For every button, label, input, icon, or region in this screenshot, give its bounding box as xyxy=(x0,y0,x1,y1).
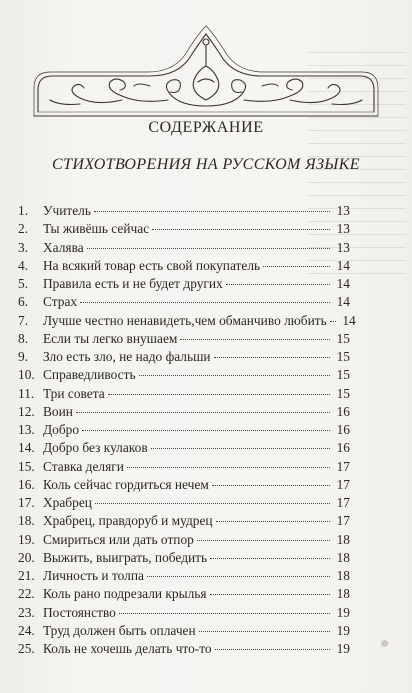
toc-leader-dots xyxy=(108,394,330,395)
toc-entry-page: 18 xyxy=(336,549,350,565)
toc-entry-number: 14. xyxy=(18,440,35,456)
toc-entry-number: 8. xyxy=(18,330,29,346)
toc-entry-page: 15 xyxy=(336,349,350,364)
toc-entry-title: Коль сейчас гордиться нечем xyxy=(43,476,209,492)
toc-leader-dots xyxy=(263,266,330,267)
toc-entry-page: 17 xyxy=(336,495,350,510)
toc-leader-dots xyxy=(199,631,330,632)
toc-entry-page: 17 xyxy=(336,513,350,529)
page-title: СОДЕРЖАНИЕ xyxy=(148,119,264,136)
toc-entry xyxy=(18,312,356,330)
toc-entry-number: 4. xyxy=(18,257,29,273)
toc-entry-page: 13 xyxy=(336,221,350,237)
toc-entry-title: Личность и толпа xyxy=(43,568,144,583)
toc-entry xyxy=(18,640,350,658)
toc-entry-title: Три совета xyxy=(43,385,105,401)
toc-entry-title: Смириться или дать отпор xyxy=(43,531,194,547)
toc-entry-title: Учитель xyxy=(43,203,91,218)
toc-entry-page: 14 xyxy=(336,257,350,273)
toc-entry-page: 16 xyxy=(336,422,350,437)
toc-entry-title: Халява xyxy=(43,239,84,255)
toc-entry xyxy=(18,549,350,567)
toc-entry-number: 12. xyxy=(18,403,35,419)
toc-entry xyxy=(18,275,350,293)
toc-entry-number: 6. xyxy=(18,294,29,310)
toc-entry xyxy=(18,385,350,403)
section-title: СТИХОТВОРЕНИЯ НА РУССКОМ ЯЗЫКЕ xyxy=(52,156,360,173)
toc-entry-number: 15. xyxy=(18,458,35,474)
toc-leader-dots xyxy=(139,375,330,376)
toc-entry-page: 14 xyxy=(336,276,350,291)
toc-entry xyxy=(18,458,350,476)
toc-entry-title: Храбрец, правдоруб и мудрец xyxy=(43,513,213,529)
toc-entry-number: 23. xyxy=(18,604,35,620)
toc-leader-dots xyxy=(87,248,330,249)
toc-entry-page: 18 xyxy=(336,568,350,583)
toc-leader-dots xyxy=(210,558,330,559)
toc-entry-page: 18 xyxy=(336,531,350,547)
toc-leader-dots xyxy=(214,357,330,358)
toc-entry-number: 24. xyxy=(18,622,35,638)
toc-entry-page: 14 xyxy=(336,294,350,310)
toc-leader-dots xyxy=(94,211,330,212)
toc-leader-dots xyxy=(212,485,330,486)
toc-entry xyxy=(18,604,350,622)
toc-entry-number: 19. xyxy=(18,531,35,547)
toc-entry xyxy=(18,494,350,512)
toc-entry-number: 22. xyxy=(18,586,35,602)
toc-entry xyxy=(18,622,350,640)
toc-entry-number: 18. xyxy=(18,513,35,529)
toc-entry xyxy=(18,257,350,275)
toc-entry-number: 13. xyxy=(18,422,35,437)
toc-entry-title: Труд должен быть оплачен xyxy=(43,622,196,638)
toc-leader-dots xyxy=(210,594,330,595)
toc-entry xyxy=(18,202,350,220)
toc-entry-title: Храбрец xyxy=(43,495,92,510)
toc-leader-dots xyxy=(95,503,330,504)
toc-entry xyxy=(18,567,350,585)
toc-entry-title: Правила есть и не будет других xyxy=(43,276,223,291)
toc-entry-page: 17 xyxy=(336,458,350,474)
toc-entry-number: 7. xyxy=(18,312,29,328)
toc-entry-title: Добро xyxy=(43,422,80,437)
toc-entry-page: 16 xyxy=(336,403,350,419)
toc-entry-page: 19 xyxy=(336,641,350,656)
toc-leader-dots xyxy=(180,339,330,340)
toc-leader-dots xyxy=(197,540,330,541)
toc-leader-dots xyxy=(216,521,330,522)
toc-entry-title: Коль рано подрезали крылья xyxy=(43,586,207,602)
toc-leader-dots xyxy=(82,430,330,431)
ornamental-vignette-icon xyxy=(30,20,382,120)
toc-entry-title: Воин xyxy=(43,403,73,419)
toc-entry xyxy=(18,531,350,549)
toc-entry-title: Лучше честно ненавидеть,чем обманчиво любить xyxy=(43,312,327,328)
toc-entry-title: Ставка деляги xyxy=(43,458,124,474)
toc-entry-number: 5. xyxy=(18,276,29,291)
toc-entry-number: 11. xyxy=(18,385,35,401)
toc-entry xyxy=(18,476,350,494)
toc-entry-title: Справедливость xyxy=(43,367,136,383)
toc-leader-dots xyxy=(127,467,330,468)
toc-entry-title: Выжить, выиграть, победить xyxy=(43,549,208,565)
toc-entry-page: 15 xyxy=(336,330,350,346)
toc-entry-page: 17 xyxy=(336,476,350,492)
toc-entry xyxy=(18,421,350,439)
toc-entry-title: Ты живёшь сейчас xyxy=(43,221,150,237)
toc-entry xyxy=(18,220,350,238)
toc-entry-page: 19 xyxy=(336,604,350,620)
toc-entry-number: 21. xyxy=(18,568,35,583)
toc-entry-page: 13 xyxy=(336,239,350,255)
toc-entry-page: 18 xyxy=(336,586,350,602)
toc-entry-title: Постоянство xyxy=(43,604,116,620)
toc-entry xyxy=(18,293,350,311)
toc-entry-number: 25. xyxy=(18,641,35,656)
toc-entry-title: Добро без кулаков xyxy=(43,440,148,456)
toc-entry-title: Страх xyxy=(43,294,78,310)
toc-entry-page: 13 xyxy=(336,203,350,218)
toc-leader-dots xyxy=(119,613,330,614)
toc-entry-number: 1. xyxy=(18,203,29,218)
toc-entry-number: 3. xyxy=(18,239,29,255)
toc-entry xyxy=(18,239,350,257)
toc-entry-title: Коль не хочешь делать что-то xyxy=(43,641,212,656)
toc-leader-dots xyxy=(226,284,330,285)
toc-entry xyxy=(18,439,350,457)
toc-leader-dots xyxy=(330,321,336,322)
toc-entry-title: Зло есть зло, не надо фальши xyxy=(43,349,211,364)
toc-leader-dots xyxy=(147,576,330,577)
toc-entry-title: Если ты легко внушаем xyxy=(43,330,178,346)
toc-entry-page: 15 xyxy=(336,367,350,383)
toc-entry-page: 14 xyxy=(342,312,356,328)
toc-leader-dots xyxy=(80,302,330,303)
toc-entry xyxy=(18,348,350,366)
toc-entry xyxy=(18,403,350,421)
toc-entry-number: 16. xyxy=(18,476,35,492)
toc-entry-number: 10. xyxy=(18,367,35,383)
toc-entry xyxy=(18,330,350,348)
toc-entry-number: 2. xyxy=(18,221,29,237)
toc-entry-number: 17. xyxy=(18,495,35,510)
toc-leader-dots xyxy=(152,229,330,230)
toc-leader-dots xyxy=(151,448,330,449)
toc-leader-dots xyxy=(76,412,330,413)
toc-entry xyxy=(18,585,350,603)
page-marker xyxy=(381,640,388,647)
toc-entry-title: На всякий товар есть свой покупатель xyxy=(43,257,261,273)
toc-entry-page: 15 xyxy=(336,385,350,401)
toc-entry-page: 16 xyxy=(336,440,350,456)
toc-entry-number: 20. xyxy=(18,549,35,565)
toc-entry-page: 19 xyxy=(336,622,350,638)
toc-entry-number: 9. xyxy=(18,349,29,364)
toc-entry xyxy=(18,366,350,384)
table-of-contents xyxy=(18,202,356,658)
toc-leader-dots xyxy=(215,649,330,650)
toc-entry xyxy=(18,512,350,530)
